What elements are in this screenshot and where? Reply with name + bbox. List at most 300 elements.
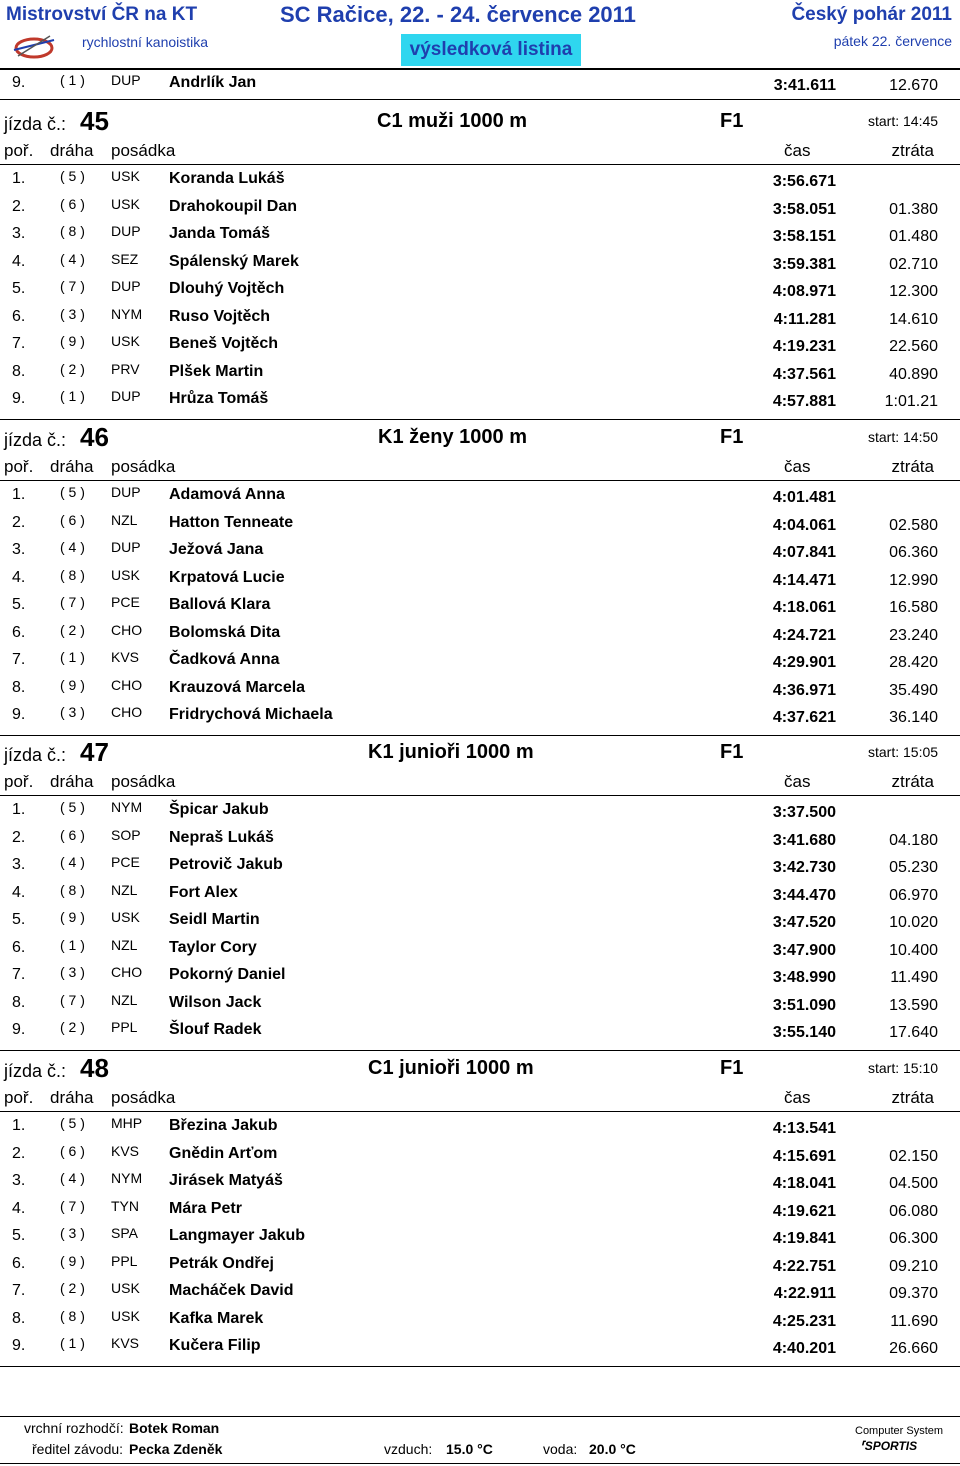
lane: ( 1 ): [60, 936, 85, 953]
rank: 9.: [12, 1337, 26, 1354]
race-number: 45: [80, 106, 109, 136]
club: NZL: [111, 991, 138, 1008]
time: 3:48.990: [772, 969, 836, 986]
loss: 02.580: [889, 516, 938, 534]
club: USK: [111, 333, 140, 349]
column-lane: dráha: [50, 457, 94, 476]
loss: 36.140: [889, 709, 938, 726]
rank: 9.: [12, 706, 26, 723]
athlete-name: Fort Alex: [169, 883, 238, 901]
rank: 2.: [12, 197, 26, 215]
club: NZL: [111, 936, 138, 953]
race-number: 47: [80, 737, 109, 767]
club: DUP: [111, 484, 141, 500]
athlete-name: Ruso Vojtěch: [169, 307, 271, 325]
time: 4:37.621: [772, 709, 836, 726]
rank: 3.: [12, 856, 26, 873]
loss: 10.400: [889, 941, 938, 959]
result-row: [0, 1251, 960, 1277]
result-row: [0, 331, 960, 357]
athlete-name: Hatton Tenneate: [169, 513, 294, 531]
result-row: [0, 852, 960, 878]
lane: ( 4 ): [60, 250, 85, 267]
athlete-name: Koranda Lukáš: [169, 170, 285, 187]
rank: 2.: [12, 513, 26, 531]
result-row: [0, 647, 960, 673]
result-row: [0, 537, 960, 563]
lane: ( 8 ): [60, 566, 85, 583]
loss: 06.080: [889, 1202, 938, 1220]
athlete-name: Fridrychová Michaela: [169, 706, 333, 723]
air-label: vzduch:: [384, 1441, 433, 1457]
column-rank: poř.: [4, 141, 34, 160]
club: NYM: [111, 799, 143, 815]
club: PCE: [111, 854, 140, 870]
athlete-name: Plšek Martin: [169, 362, 264, 380]
loss: 11.490: [890, 969, 938, 986]
carry-row: [0, 70, 960, 96]
race-final: F1: [720, 741, 744, 763]
athlete-name: Adamová Anna: [169, 486, 285, 503]
loss: 06.970: [889, 886, 938, 904]
time: 4:24.721: [772, 626, 836, 644]
race-start-time: start: 15:05: [868, 744, 939, 760]
loss: 01.380: [889, 200, 938, 218]
rank: 7.: [12, 651, 26, 668]
lane: ( 7 ): [60, 991, 85, 1008]
athlete-name: Taylor Cory: [169, 938, 257, 956]
club: USK: [111, 195, 140, 212]
time: 4:40.201: [772, 1340, 836, 1357]
club: NYM: [111, 305, 143, 322]
time: 4:08.971: [772, 283, 836, 300]
race-header: [0, 1051, 960, 1085]
header-date: pátek 22. července: [833, 33, 952, 49]
column-crew: posádka: [111, 772, 176, 791]
column-lane: dráha: [50, 1088, 94, 1107]
column-time: čas: [784, 457, 811, 476]
loss: 12.990: [889, 571, 938, 589]
lane: ( 2 ): [60, 1019, 85, 1035]
club: DUP: [111, 539, 141, 555]
race-header: [0, 104, 960, 138]
result-row: [0, 962, 960, 988]
athlete-name: Beneš Vojtěch: [169, 335, 279, 352]
loss: 13.590: [889, 996, 938, 1014]
rank: 9.: [12, 74, 26, 91]
column-lane: dráha: [50, 141, 94, 160]
athlete-name: Bolomská Dita: [169, 623, 281, 641]
club: PPL: [111, 1252, 138, 1269]
athlete-name: Březina Jakub: [169, 1117, 278, 1134]
time: 4:18.061: [772, 599, 836, 616]
loss: 40.890: [889, 365, 938, 383]
rank: 4.: [12, 252, 26, 270]
athlete-name: Seidl Martin: [169, 911, 260, 928]
time: 3:58.151: [772, 228, 836, 245]
time: 3:42.730: [772, 859, 836, 876]
column-time: čas: [784, 772, 811, 791]
time: 4:13.541: [772, 1120, 836, 1137]
club: TYN: [111, 1197, 139, 1214]
race-header: [0, 420, 960, 454]
result-row: [0, 304, 960, 330]
race-number-label: jízda č.:: [4, 745, 67, 765]
club: USK: [111, 566, 140, 583]
athlete-name: Ježová Jana: [169, 541, 264, 558]
time: 4:19.841: [772, 1230, 836, 1247]
rank: 6.: [12, 938, 26, 956]
club: PRV: [111, 360, 140, 377]
lane: ( 2 ): [60, 360, 85, 377]
club: NYM: [111, 1170, 143, 1186]
loss: 22.560: [889, 338, 938, 355]
result-row: [0, 1278, 960, 1304]
athlete-name: Špicar Jakub: [169, 801, 269, 818]
loss: 09.210: [889, 1257, 938, 1275]
lane: ( 9 ): [60, 909, 85, 925]
athlete-name: Petrák Ondřej: [169, 1254, 274, 1272]
loss: 04.180: [889, 831, 938, 849]
rank: 1.: [12, 486, 26, 503]
row-divider: [0, 99, 960, 100]
lane: ( 2 ): [60, 1280, 85, 1296]
club: MHP: [111, 1115, 143, 1131]
lane: ( 5 ): [60, 168, 85, 184]
rank: 8.: [12, 362, 26, 380]
column-crew: posádka: [111, 141, 176, 160]
rank: 6.: [12, 307, 26, 325]
rank: 5.: [12, 280, 26, 297]
loss: 01.480: [889, 228, 938, 245]
sportis-flag-icon: ⸢: [860, 1439, 865, 1453]
loss: 04.500: [889, 1175, 938, 1192]
result-row: [0, 510, 960, 536]
air-temperature: 15.0 °C: [446, 1441, 493, 1457]
result-row: [0, 482, 960, 508]
lane: ( 1 ): [60, 72, 85, 88]
time: 3:55.140: [772, 1024, 836, 1041]
time: 3:47.900: [772, 941, 836, 959]
result-row: [0, 359, 960, 385]
race-divider: [0, 1366, 960, 1367]
race-number-label: jízda č.:: [4, 1061, 67, 1081]
race-number: 48: [80, 1053, 109, 1083]
result-row: [0, 1223, 960, 1249]
rank: 2.: [12, 1144, 26, 1162]
loss: 06.300: [889, 1230, 938, 1247]
lane: ( 1 ): [60, 388, 85, 404]
time: 4:15.691: [772, 1147, 836, 1165]
referee-name: Botek Roman: [129, 1420, 220, 1436]
lane: ( 5 ): [60, 484, 85, 500]
rank: 1.: [12, 170, 26, 187]
club: PCE: [111, 594, 140, 610]
water-temperature: 20.0 °C: [589, 1441, 636, 1457]
athlete-name: Hrůza Tomáš: [169, 390, 269, 407]
results-badge: výsledková listina: [401, 34, 581, 66]
rank: 3.: [12, 225, 26, 242]
athlete-name: Janda Tomáš: [169, 225, 271, 242]
race-start-time: start: 15:10: [868, 1060, 939, 1076]
lane: ( 1 ): [60, 1335, 85, 1351]
lane: ( 8 ): [60, 1307, 85, 1324]
club: CHO: [111, 704, 143, 720]
club: KVS: [111, 1335, 140, 1351]
race-number-label: jízda č.:: [4, 430, 67, 450]
column-rank: poř.: [4, 1088, 34, 1107]
column-crew: posádka: [111, 457, 176, 476]
loss: 28.420: [889, 654, 938, 671]
director-name: Pecka Zdeněk: [129, 1441, 223, 1457]
column-time: čas: [784, 1088, 811, 1107]
loss: 11.690: [890, 1312, 938, 1330]
loss: 02.710: [889, 255, 938, 273]
lane: ( 4 ): [60, 1170, 85, 1186]
race-discipline: K1 ženy 1000 m: [378, 426, 527, 448]
loss: 16.580: [889, 599, 938, 616]
result-row: [0, 935, 960, 961]
club: NZL: [111, 511, 138, 528]
loss: 12.670: [889, 77, 938, 94]
club: SOP: [111, 826, 141, 843]
race-number-label: jízda č.:: [4, 114, 67, 134]
athlete-name: Kafka Marek: [169, 1309, 264, 1327]
race-discipline: C1 junioři 1000 m: [368, 1057, 534, 1079]
rank: 5.: [12, 1227, 26, 1244]
result-row: [0, 194, 960, 220]
athlete-name: Krpatová Lucie: [169, 568, 285, 586]
result-row: [0, 1113, 960, 1139]
header-title-right: Český pohár 2011: [791, 4, 952, 25]
referee-label: vrchní rozhodčí:: [24, 1420, 124, 1436]
result-row: [0, 1333, 960, 1359]
result-row: [0, 825, 960, 851]
lane: ( 3 ): [60, 704, 85, 720]
athlete-name: Krauzová Marcela: [169, 678, 306, 696]
athlete-name: Ballová Klara: [169, 596, 271, 613]
loss: 1:01.21: [884, 393, 938, 410]
result-row: [0, 1168, 960, 1194]
club: KVS: [111, 1142, 140, 1159]
sportis-brand: SPORTIS: [864, 1439, 918, 1453]
rank: 4.: [12, 1199, 26, 1217]
loss: 17.640: [889, 1024, 938, 1041]
column-header-divider: [0, 795, 960, 796]
result-row: [0, 1017, 960, 1043]
time: 3:51.090: [772, 996, 836, 1014]
athlete-name: Kučera Filip: [169, 1337, 261, 1354]
column-loss: ztráta: [891, 772, 934, 791]
time: 4:36.971: [772, 681, 836, 699]
lane: ( 8 ): [60, 881, 85, 898]
club: SEZ: [111, 250, 139, 267]
result-row: [0, 1141, 960, 1167]
time: 3:47.520: [772, 914, 836, 931]
race-discipline: K1 junioři 1000 m: [368, 741, 534, 763]
club: USK: [111, 1307, 140, 1324]
rank: 2.: [12, 828, 26, 846]
time: 3:58.051: [772, 200, 836, 218]
column-time: čas: [784, 141, 811, 160]
column-header-divider: [0, 480, 960, 481]
result-row: [0, 592, 960, 618]
rank: 7.: [12, 335, 26, 352]
lane: ( 4 ): [60, 854, 85, 870]
club: NZL: [111, 881, 138, 898]
rank: 5.: [12, 911, 26, 928]
time: 3:41.611: [773, 77, 836, 94]
time: 4:19.231: [772, 338, 836, 355]
result-row: [0, 249, 960, 275]
time: 3:56.671: [772, 173, 836, 190]
column-header-divider: [0, 1111, 960, 1112]
time: 4:04.061: [772, 516, 836, 534]
lane: ( 9 ): [60, 676, 85, 693]
race-final: F1: [720, 1057, 744, 1079]
lane: ( 1 ): [60, 649, 85, 665]
club: KVS: [111, 649, 140, 665]
club: SPA: [111, 1225, 138, 1241]
result-row: [0, 565, 960, 591]
water-label: voda:: [543, 1441, 578, 1457]
rank: 6.: [12, 1254, 26, 1272]
rank: 9.: [12, 1021, 26, 1038]
column-headers: [0, 1088, 960, 1110]
club: DUP: [111, 223, 141, 239]
result-row: [0, 1306, 960, 1332]
rank: 8.: [12, 993, 26, 1011]
time: 4:18.041: [772, 1175, 836, 1192]
header-subtitle: rychlostní kanoistika: [82, 34, 209, 50]
time: 4:14.471: [772, 571, 836, 589]
race-header: [0, 735, 960, 769]
footer-divider: [0, 1416, 960, 1417]
rank: 1.: [12, 1117, 26, 1134]
time: 4:57.881: [772, 393, 836, 410]
column-lane: dráha: [50, 772, 94, 791]
lane: ( 7 ): [60, 594, 85, 610]
lane: ( 5 ): [60, 1115, 85, 1131]
race-start-time: start: 14:45: [868, 113, 939, 129]
column-loss: ztráta: [891, 1088, 934, 1107]
lane: ( 7 ): [60, 1197, 85, 1214]
time: 3:37.500: [772, 804, 836, 821]
rank: 5.: [12, 596, 26, 613]
club: USK: [111, 1280, 140, 1296]
time: 4:29.901: [772, 654, 836, 671]
time: 4:11.281: [773, 310, 836, 328]
loss: 06.360: [889, 544, 938, 561]
athlete-name: Mára Petr: [169, 1199, 242, 1217]
loss: 09.370: [889, 1285, 938, 1302]
result-row: [0, 702, 960, 728]
athlete-name: Nepraš Lukáš: [169, 828, 274, 846]
athlete-name: Dlouhý Vojtěch: [169, 280, 285, 297]
header-title-left: Mistrovství ČR na KT: [6, 4, 198, 25]
column-crew: posádka: [111, 1088, 176, 1107]
lane: ( 7 ): [60, 278, 85, 294]
loss: 14.610: [889, 310, 938, 328]
loss: 05.230: [889, 859, 938, 876]
time: 4:22.911: [773, 1285, 836, 1302]
rank: 6.: [12, 623, 26, 641]
club: USK: [111, 909, 140, 925]
column-headers: [0, 457, 960, 479]
time: 3:44.470: [772, 886, 836, 904]
club: DUP: [111, 388, 141, 404]
loss: 02.150: [889, 1147, 938, 1165]
time: 3:41.680: [772, 831, 836, 849]
time: 4:37.561: [772, 365, 836, 383]
rank: 7.: [12, 1282, 26, 1299]
rank: 8.: [12, 1309, 26, 1327]
race-start-time: start: 14:50: [868, 429, 939, 445]
club: CHO: [111, 621, 143, 638]
athlete-name: Šlouf Radek: [169, 1021, 262, 1038]
rank: 4.: [12, 568, 26, 586]
rank: 8.: [12, 678, 26, 696]
time: 4:01.481: [772, 489, 836, 506]
athlete-name: Jirásek Matyáš: [169, 1172, 283, 1189]
result-row: [0, 276, 960, 302]
lane: ( 6 ): [60, 511, 85, 528]
loss: 12.300: [889, 283, 938, 300]
column-loss: ztráta: [891, 141, 934, 160]
lane: ( 9 ): [60, 1252, 85, 1269]
loss: 10.020: [889, 914, 938, 931]
athlete-name: Petrovič Jakub: [169, 856, 283, 873]
lane: ( 3 ): [60, 1225, 85, 1241]
athlete-name: Gnědin Arťom: [169, 1144, 278, 1162]
lane: ( 6 ): [60, 1142, 85, 1159]
footer-bottom-line: [0, 1463, 960, 1464]
time: 4:25.231: [772, 1312, 836, 1330]
athlete-name: Spálenský Marek: [169, 252, 299, 270]
director-label: ředitel závodu:: [32, 1441, 124, 1457]
athlete-name: Wilson Jack: [169, 993, 262, 1011]
club: CHO: [111, 964, 143, 980]
column-header-divider: [0, 164, 960, 165]
column-headers: [0, 141, 960, 163]
rank: 9.: [12, 390, 26, 407]
result-row: [0, 907, 960, 933]
result-row: [0, 620, 960, 646]
csk-logo-icon: [10, 30, 58, 64]
lane: ( 4 ): [60, 539, 85, 555]
athlete-name: Drahokoupil Dan: [169, 197, 298, 215]
column-loss: ztráta: [891, 457, 934, 476]
time: 4:07.841: [772, 544, 836, 561]
lane: ( 6 ): [60, 195, 85, 212]
rank: 3.: [12, 1172, 26, 1189]
club: DUP: [111, 72, 141, 88]
club: DUP: [111, 278, 141, 294]
race-final: F1: [720, 110, 744, 132]
computer-system-label: Computer System: [855, 1425, 944, 1437]
time: 3:59.381: [772, 255, 836, 273]
result-row: [0, 675, 960, 701]
athlete-name: Čadková Anna: [169, 651, 280, 668]
column-rank: poř.: [4, 772, 34, 791]
lane: ( 5 ): [60, 799, 85, 815]
lane: ( 8 ): [60, 223, 85, 239]
race-discipline: C1 muži 1000 m: [377, 110, 528, 132]
rank: 7.: [12, 966, 26, 983]
race-final: F1: [720, 426, 744, 448]
loss: 35.490: [889, 681, 938, 699]
header-title-center: SC Račice, 22. - 24. července 2011: [280, 2, 636, 27]
